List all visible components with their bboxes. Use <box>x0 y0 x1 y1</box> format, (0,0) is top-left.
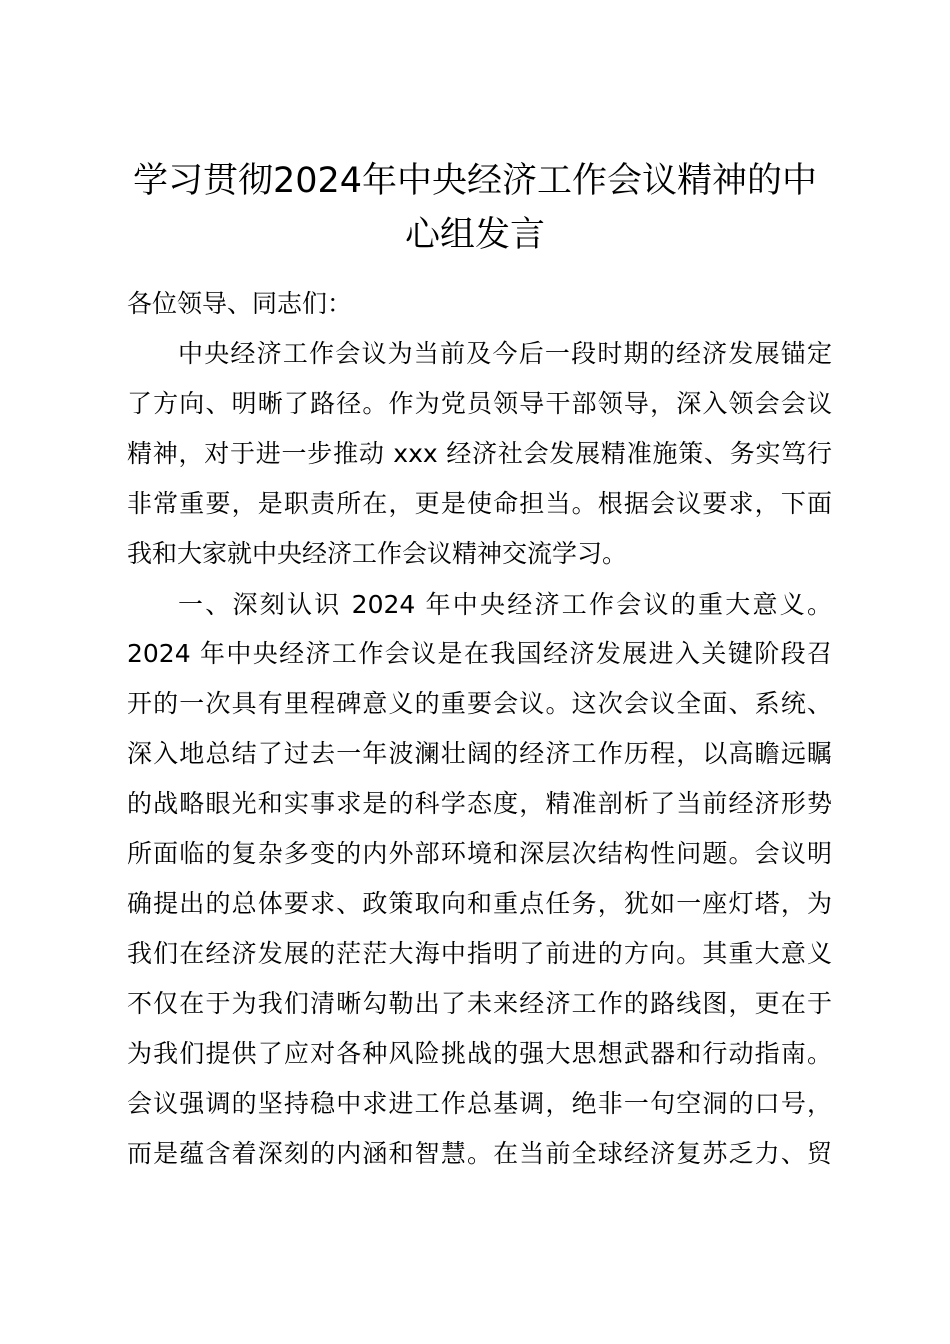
paragraph-line: 深入地总结了过去一年波澜壮阔的经济工作历程，以高瞻远瞩 <box>127 739 832 768</box>
paragraph-line: 所面临的复杂多变的内外部环境和深层次结构性问题。会议明 <box>127 839 832 868</box>
paragraph-line: 不仅在于为我们清晰勾勒出了未来经济工作的路线图，更在于 <box>127 989 832 1018</box>
paragraph-line: 中央经济工作会议为当前及今后一段时期的经济发展锚定 <box>178 339 832 368</box>
document-title-line-2: 心组发言 <box>404 215 545 255</box>
paragraph-line: 为我们提供了应对各种风险挑战的强大思想武器和行动指南。 <box>127 1039 832 1068</box>
paragraph-line: 我们在经济发展的茫茫大海中指明了前进的方向。其重大意义 <box>127 939 832 968</box>
paragraph-line: 确提出的总体要求、政策取向和重点任务，犹如一座灯塔，为 <box>127 889 832 918</box>
section-heading-line: 一、深刻认识 2024 年中央经济工作会议的重大意义。 <box>178 590 832 619</box>
paragraph-line: 我和大家就中央经济工作会议精神交流学习。 <box>127 539 628 568</box>
paragraph-line: 精神，对于进一步推动 xxx 经济社会发展精准施策、务实笃行 <box>127 439 832 468</box>
salutation: 各位领导、同志们： <box>127 289 353 318</box>
document-title-line-1: 学习贯彻2024年中央经济工作会议精神的中 <box>132 161 818 201</box>
paragraph-line: 会议强调的坚持稳中求进工作总基调，绝非一句空洞的口号， <box>127 1089 832 1118</box>
paragraph-line: 了方向、明晰了路径。作为党员领导干部领导，深入领会会议 <box>127 389 832 418</box>
paragraph-line: 的战略眼光和实事求是的科学态度，精准剖析了当前经济形势 <box>127 789 832 818</box>
paragraph-line: 非常重要，是职责所在，更是使命担当。根据会议要求，下面 <box>127 489 832 518</box>
paragraph-line: 而是蕴含着深刻的内涵和智慧。在当前全球经济复苏乏力、贸 <box>127 1139 832 1168</box>
paragraph-line: 2024 年中央经济工作会议是在我国经济发展进入关键阶段召 <box>127 639 832 668</box>
paragraph-line: 开的一次具有里程碑意义的重要会议。这次会议全面、系统、 <box>127 689 832 718</box>
